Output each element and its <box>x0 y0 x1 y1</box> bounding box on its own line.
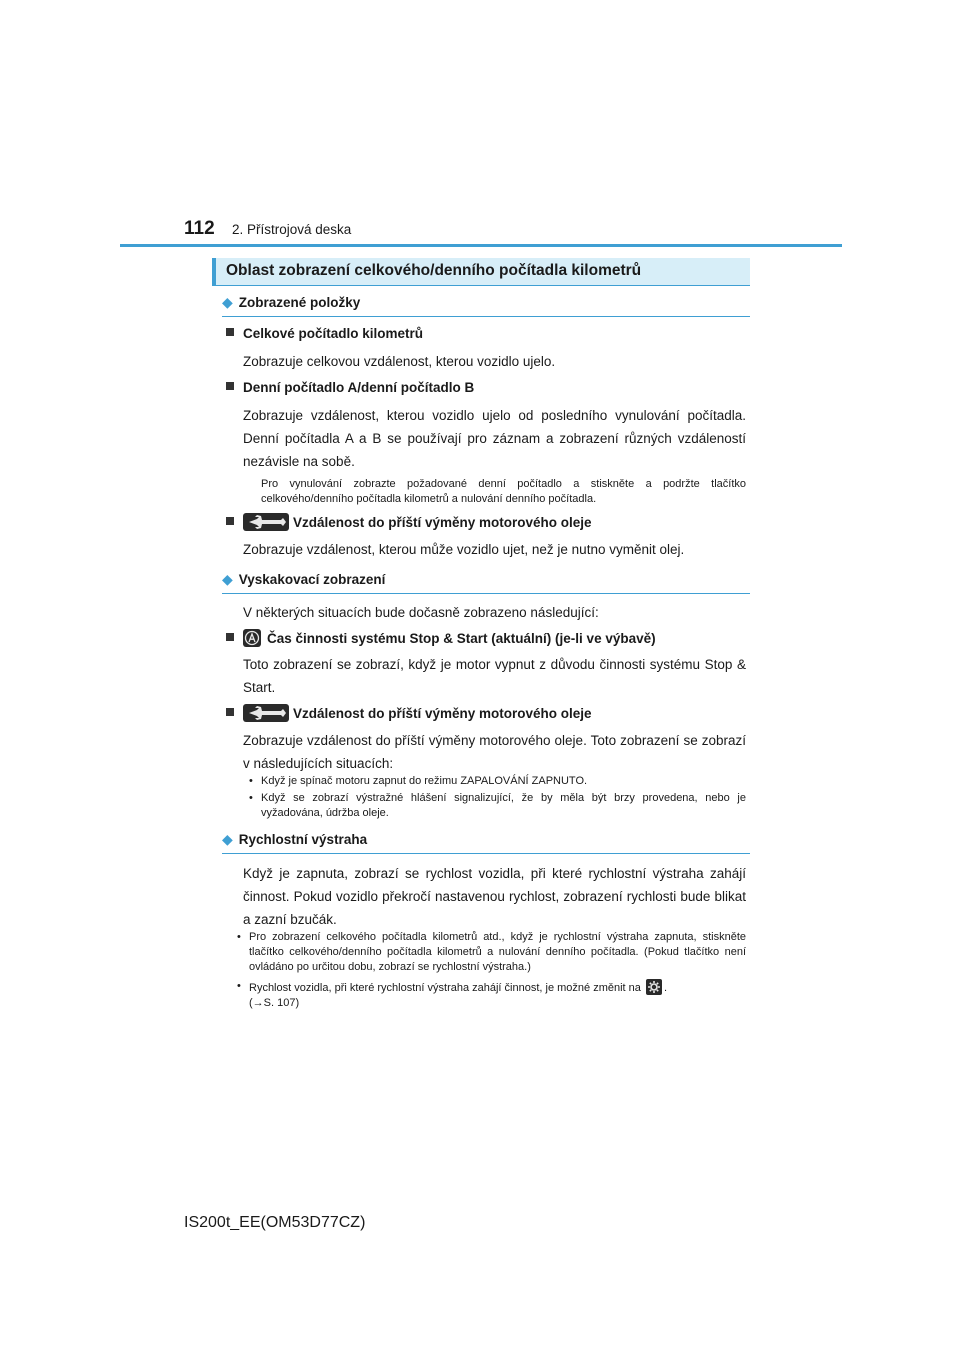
item-trip-meter-title <box>226 380 474 395</box>
wrench-icon <box>243 513 289 534</box>
diamond-icon: ◆ <box>222 831 233 847</box>
trip-meter-text: Zobrazuje vzdálenost, kterou vozidlo ujelo od posledního vynulování počítadla. Denní počítadla A a B se používají pro záznam a zobrazení různých vzdáleností nezávisle na sobě. <box>243 408 746 469</box>
page-reference: (→S. 107) <box>249 997 300 1009</box>
footer-model-code: IS200t_EE(OM53D77CZ) <box>184 1214 366 1231</box>
item-title: Vzdálenost do příští výměny motorového oleje <box>293 706 592 721</box>
square-bullet-icon <box>226 517 234 525</box>
item-title: Celkové počítadlo kilometrů <box>243 326 424 341</box>
item-title: Denní počítadlo A/denní počítadlo B <box>243 380 475 395</box>
bullet-text-end: . <box>663 982 668 994</box>
page-number: 112 <box>184 218 215 239</box>
square-bullet-icon <box>226 633 234 641</box>
diamond-icon: ◆ <box>222 294 233 310</box>
stop-start-text: Toto zobrazení se zobrazí, když je motor vypnut z důvodu činnosti systému Stop & Start. <box>243 657 746 695</box>
chapter-title: 2. Přístrojová deska <box>232 222 352 237</box>
popup-oil-bullet-1: • Když je spínač motoru zapnut do režimu ZAPALOVÁNÍ ZAPNUTO. <box>249 774 746 789</box>
speed-warning-text: Když je zapnuta, zobrazí se rychlost vozidla, při které rychlostní výstraha zahájí činnost. Pokud vozidlo překročí nastavenou rychlost, zobrazení rychlosti bude blikat a zazní bzučák. <box>243 866 746 927</box>
item-odometer-title <box>226 326 423 341</box>
wrench-icon <box>243 704 289 725</box>
item-title: Vzdálenost do příští výměny motorového oleje <box>293 515 592 530</box>
subheading-label: Rychlostní výstraha <box>238 832 368 847</box>
subheading-speed-warning <box>222 831 750 854</box>
square-bullet-icon <box>226 382 234 390</box>
trip-meter-note: Pro vynulování zobrazte požadované denní počítadlo a stiskněte a podržte tlačítko celkového/denního počítadla kilometrů a nulování denního počítadla. <box>261 478 746 505</box>
bullet-text: Rychlost vozidla, při které rychlostní výstraha zahájí činnost, je možné změnit na <box>249 982 641 994</box>
popup-oil-change-text: Zobrazuje vzdálenost do příští výměny motorového oleje. Toto zobrazení se zobrazí v následujících situacích: <box>243 733 746 771</box>
gear-icon <box>646 979 662 995</box>
stop-start-icon <box>243 629 261 647</box>
item-oil-change-title <box>226 513 592 534</box>
subheading-popup-display <box>222 571 750 594</box>
square-bullet-icon <box>226 328 234 336</box>
subheading-displayed-items <box>222 294 750 317</box>
subheading-label: Zobrazené položky <box>238 295 361 310</box>
oil-change-text: Zobrazuje vzdálenost, kterou může vozidlo ujet, než je nutno vyměnit olej. <box>243 542 685 557</box>
header-rule <box>120 244 842 247</box>
square-bullet-icon <box>226 708 234 716</box>
popup-oil-bullet-2: • Když se zobrazí výstražné hlášení signalizující, že by měla být brzy provedena, nebo je vyžadována, údržba oleje. <box>249 791 746 821</box>
speed-warning-bullet-2 <box>237 979 746 1011</box>
diamond-icon: ◆ <box>222 571 233 587</box>
speed-warning-bullet-1: • Pro zobrazení celkového počítadla kilometrů atd., když je rychlostní výstraha zapnuta, stiskněte tlačítko celkového/denního počítadla kilometrů a nulování denního počítadla. (Pokud tlačítko není ovládáno po určitou dobu, zobrazí se rychlostní výstraha.) <box>237 930 746 975</box>
odometer-text: Zobrazuje celkovou vzdálenost, kterou vozidlo ujelo. <box>243 354 556 369</box>
subheading-label: Vyskakovací zobrazení <box>238 572 386 587</box>
item-title: Čas činnosti systému Stop & Start (aktuální) (je-li ve výbavě) <box>267 631 656 646</box>
popup-intro: V některých situacích bude dočasně zobrazeno následující: <box>243 605 599 620</box>
section-title: Oblast zobrazení celkového/denního počítadla kilometrů <box>212 258 750 286</box>
item-stop-start-title <box>226 629 656 647</box>
item-popup-oil-change-title <box>226 704 592 725</box>
